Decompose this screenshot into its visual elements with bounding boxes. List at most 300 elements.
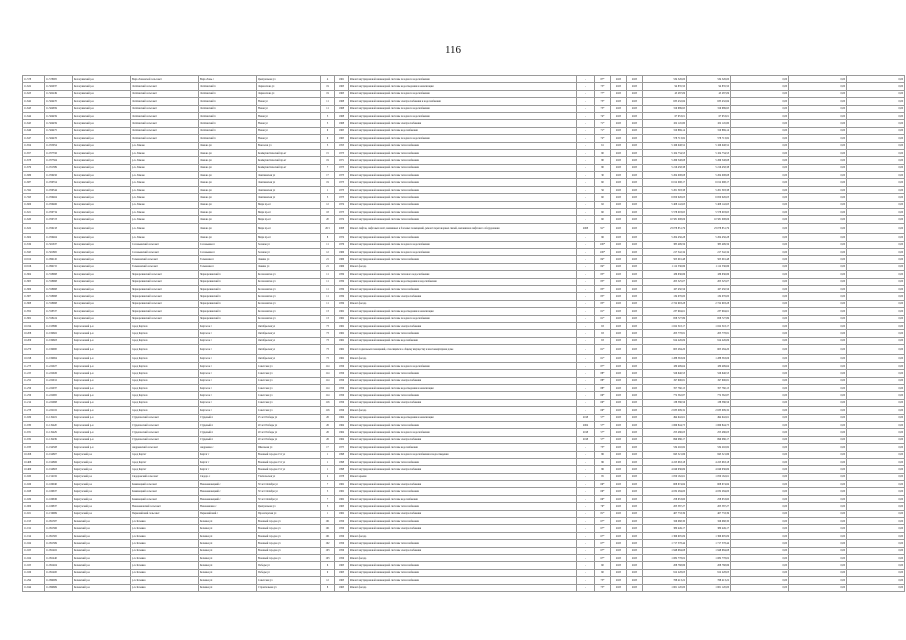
table-cell: 11.906 <box>23 503 45 510</box>
table-cell: 0,00 <box>789 355 847 362</box>
table-cell: Мира пр-кт <box>257 216 321 223</box>
table-cell: 11.606 <box>23 201 45 208</box>
table-cell: 81* <box>595 510 611 517</box>
table-cell: 768 413,22 <box>643 577 687 584</box>
table-cell: 1 288 363,06 <box>643 355 687 362</box>
table-cell: - <box>577 385 595 392</box>
table-cell: 26 <box>321 429 335 436</box>
table-cell: 11.091365 <box>45 532 73 539</box>
table-cell: 1973 <box>335 179 349 186</box>
table-cell: Ремонт внутридомовой инженерной системы электроснабжения <box>349 399 577 406</box>
table-cell: 0,00 <box>731 466 789 473</box>
table-cell: Ремонт внутридомовой инженерной системы теплоснабжения <box>349 330 577 337</box>
table-cell: - <box>577 458 595 465</box>
table-cell: 912 228,03 <box>643 569 687 576</box>
table-cell: Андреевский сельсовет <box>131 444 199 451</box>
table-cell: 2025 <box>627 315 643 322</box>
table-cell: 1998 <box>335 451 349 458</box>
table-cell: 2025 <box>627 458 643 465</box>
table-cell: - <box>577 495 595 502</box>
table-cell: 2025 <box>611 392 627 399</box>
table-cell: Ремонт внутридомовой инженерной системы холодного водоснабжения <box>349 429 577 436</box>
table-cell: город Каргаск <box>131 385 199 392</box>
table-cell: 2025 <box>627 444 643 451</box>
table-cell: 85* <box>595 271 611 278</box>
table-cell: 0,00 <box>789 503 847 510</box>
table-cell: - <box>577 540 595 547</box>
table-cell: 11.804 <box>23 271 45 278</box>
table-cell: 1974 <box>335 234 349 241</box>
table-row <box>23 330 905 337</box>
table-cell: 2 <box>321 473 335 480</box>
table-cell: 912 228,03 <box>687 569 731 576</box>
table-cell: 2 722 993,28 <box>687 300 731 307</box>
table-row <box>23 385 905 392</box>
table-cell: 0,00 <box>789 421 847 428</box>
table-cell: 1959 <box>335 271 349 278</box>
table-cell: 11.099145 <box>45 256 73 263</box>
table-cell: 2025 <box>611 510 627 517</box>
table-cell: 11 <box>321 278 335 285</box>
table-cell: Космонавтов ул <box>257 278 321 285</box>
table-cell: р.п. Кочевка <box>131 584 199 591</box>
table-cell: Кочевка рп <box>199 584 257 591</box>
table-cell: Ремонт внутридомовой инженерной системы теплоснабжения <box>349 216 577 223</box>
table-cell: Октябрьская ул <box>257 355 321 362</box>
table-cell: 0,00 <box>847 216 905 223</box>
table-row <box>23 90 905 97</box>
table-cell: 2025 <box>627 83 643 90</box>
table-cell: Черноречинский п <box>199 300 257 307</box>
table-cell: 11.256 <box>23 392 45 399</box>
table-cell: 2025 <box>627 76 643 83</box>
table-cell: 2025 <box>611 451 627 458</box>
table-cell: Ремонт внутридомовой инженерной системы теплоснабжения <box>349 149 577 156</box>
table-cell: 11.014807 <box>45 451 73 458</box>
table-cell: 88* <box>595 385 611 392</box>
table-cell: 2025 <box>611 322 627 329</box>
table-cell: 2008 <box>577 223 595 233</box>
table-cell: 6 650 026,03 <box>687 194 731 201</box>
table-cell: Каменецкий сельсовет <box>131 488 199 495</box>
table-cell: 699 086,17 <box>643 436 687 443</box>
table-cell: 10.916 <box>23 263 45 270</box>
table-cell: 2025 <box>611 149 627 156</box>
table-cell: 11.933 <box>23 444 45 451</box>
table-row <box>23 466 905 473</box>
table-cell: 0,00 <box>789 293 847 300</box>
table-cell: 11.654 <box>23 142 45 149</box>
table-cell: Новая ул <box>257 120 321 127</box>
table-cell: Центральная ул <box>257 76 321 83</box>
table-cell: 0,00 <box>731 569 789 576</box>
table-cell: 73 <box>321 345 335 355</box>
table-cell: - <box>577 377 595 384</box>
table-cell: 0,00 <box>789 436 847 443</box>
table-cell: 11.921 <box>23 510 45 517</box>
table-cell: Ремонт внутридомовой инженерной системы холодного водоснабжения <box>349 362 577 369</box>
table-cell: 2025 <box>627 234 643 241</box>
table-row <box>23 263 905 270</box>
table-cell: Новая ул <box>257 98 321 105</box>
table-cell: 2025 <box>627 120 643 127</box>
table-cell: - <box>577 577 595 584</box>
table-cell: 578 713,82 <box>687 135 731 142</box>
table-cell: Ламово рп <box>199 164 257 171</box>
table-cell: Лоптинский п <box>199 112 257 119</box>
table-cell: Кологривский р-н <box>73 164 131 171</box>
table-cell: 4 049 936,69 <box>643 466 687 473</box>
table-cell: 0,00 <box>847 503 905 510</box>
table-cell: Кологривский р-н <box>73 186 131 193</box>
table-cell: 50 лет Октября ул <box>257 481 321 488</box>
table-cell: 10.468 <box>23 458 45 465</box>
table-cell: Каргасок г <box>199 392 257 399</box>
table-cell: - <box>577 278 595 285</box>
table-cell: - <box>577 149 595 156</box>
table-cell: 0,00 <box>789 263 847 270</box>
table-cell: 11.564459 <box>45 112 73 119</box>
table-cell: 2025 <box>627 495 643 502</box>
table-cell: Студенческий сельсовет <box>131 436 199 443</box>
table-cell: - <box>577 157 595 164</box>
table-cell: Кологривский р-н <box>73 105 131 112</box>
table-cell: Черноречинский п <box>199 315 257 322</box>
table-cell: 0,00 <box>789 186 847 193</box>
table-cell: 526 646,53 <box>687 370 731 377</box>
table-cell: Каратузский р-н <box>73 458 131 465</box>
table-cell: Ремонт внутридомовой инженерной системы холодного водоснабжения <box>349 76 577 83</box>
table-cell: 2025 <box>611 315 627 322</box>
table-cell: Ремонт внутридомовой инженерной системы теплоснабжения <box>349 540 577 547</box>
table-cell: Лермонтова ул <box>257 83 321 90</box>
table-cell: 1 022 318,17 <box>643 322 687 329</box>
table-cell: - <box>577 532 595 539</box>
table-cell: Соловьевка п <box>199 248 257 255</box>
table-cell: 0,00 <box>847 83 905 90</box>
table-cell: - <box>577 330 595 337</box>
table-cell: 0,00 <box>731 370 789 377</box>
table-cell: 1962 <box>335 330 349 337</box>
table-cell: 0,00 <box>731 98 789 105</box>
table-cell: 4 <box>321 76 335 83</box>
table-cell: Кочевский р-н <box>73 577 131 584</box>
table-cell: 0,00 <box>789 223 847 233</box>
table-cell: 2025 <box>611 377 627 384</box>
table-cell: Кологривский р-н <box>73 179 131 186</box>
table-cell: 2025 <box>627 503 643 510</box>
table-cell: Ремонт внутридомовой инженерной системы электроснабжения <box>349 547 577 554</box>
table-cell: Каргасокский р-н <box>73 436 131 443</box>
table-cell: 11.646 <box>23 127 45 134</box>
table-cell: 0,00 <box>731 510 789 517</box>
table-cell: Кологривский р-н <box>73 209 131 216</box>
table-cell: 100* <box>595 241 611 248</box>
table-cell: 1 <box>321 510 335 517</box>
table-cell: 0,00 <box>789 481 847 488</box>
table-cell: - <box>577 451 595 458</box>
table-cell: 0,00 <box>731 377 789 384</box>
table-cell: Кочевка рп <box>199 555 257 562</box>
table-cell: 0,00 <box>847 223 905 233</box>
table-cell: Сидоровский сельсовет <box>131 473 199 480</box>
table-cell: 10.270 <box>23 345 45 355</box>
table-cell: Кологривский р-н <box>73 271 131 278</box>
table-cell: 0,00 <box>731 330 789 337</box>
table-cell: 1971 <box>335 157 349 164</box>
table-cell: 0,00 <box>847 385 905 392</box>
table-cell: 0,00 <box>731 278 789 285</box>
table-cell: 23 078 851,79 <box>643 223 687 233</box>
table-cell: Советская ул <box>257 392 321 399</box>
table-cell: Кологривский р-н <box>73 194 131 201</box>
table-cell: 5 408 142,63 <box>687 201 731 208</box>
table-cell: 11.558224 <box>45 315 73 322</box>
table-cell: Кочевский р-н <box>73 562 131 569</box>
table-row <box>23 345 905 355</box>
table-cell: 85* <box>595 300 611 307</box>
table-cell: 75* <box>595 83 611 90</box>
table-cell: 0,00 <box>731 547 789 554</box>
table-cell: Ремонт внутридомовой инженерной системы теплоснабжения <box>349 370 577 377</box>
table-cell: 2025 <box>627 414 643 421</box>
table-cell: 2025 <box>627 157 643 164</box>
table-cell: 0,00 <box>789 518 847 525</box>
table-cell: Кочевка рп <box>199 547 257 554</box>
table-cell: 310 869,14 <box>687 127 731 134</box>
table-cell: 11.026 <box>23 569 45 576</box>
table-cell: 11.604 <box>23 234 45 241</box>
table-cell: 1975 <box>335 444 349 451</box>
table-cell: 11 <box>321 300 335 307</box>
table-cell: 75* <box>595 584 611 591</box>
table-cell: Новокаменецкий с <box>199 495 257 502</box>
table-cell: Ленгвинская ул <box>257 172 321 179</box>
table-cell: 11 <box>321 271 335 278</box>
table-cell: Лоптинский сельсовет <box>131 127 199 134</box>
table-cell: Зеленая ул <box>257 248 321 255</box>
table-cell: 0,00 <box>847 355 905 362</box>
table-cell: 134 076,00 <box>643 293 687 300</box>
table-cell: 103 <box>321 555 335 562</box>
table-cell: Ремонт внутридомовой инженерной системы холодного водоснабжения <box>349 112 577 119</box>
table-cell: Кологривский р-н <box>73 241 131 248</box>
table-cell: 73 <box>321 355 335 362</box>
table-cell: 11.278 <box>23 407 45 414</box>
table-cell: - <box>577 194 595 201</box>
table-cell: Кочевский р-н <box>73 525 131 532</box>
table-cell: 10.458 <box>23 451 45 458</box>
table-cell: р.п. Ламово <box>131 172 199 179</box>
table-cell: 0,00 <box>847 322 905 329</box>
table-cell: 319 689,95 <box>643 105 687 112</box>
table-row <box>23 429 905 436</box>
table-row <box>23 76 905 83</box>
table-cell: 2025 <box>611 127 627 134</box>
table-cell: 11.056466 <box>45 201 73 208</box>
table-cell: Каргасокский р-н <box>73 345 131 355</box>
table-cell: - <box>577 76 595 83</box>
table-cell: 180 499,64 <box>643 362 687 369</box>
table-cell: 3 <box>321 120 335 127</box>
table-cell: 0,00 <box>847 164 905 171</box>
table-cell: 1 601 120,00 <box>643 584 687 591</box>
table-cell: Космонавтов ул <box>257 271 321 278</box>
table-cell: 0,00 <box>731 112 789 119</box>
table-cell: 1961 <box>335 76 349 83</box>
table-cell: Каменецкий сельсовет <box>131 481 199 488</box>
table-cell: Студенческий сельсовет <box>131 421 199 428</box>
table-cell: Советская ул <box>257 407 321 414</box>
table-row <box>23 112 905 119</box>
table-cell: 11.562249 <box>45 90 73 97</box>
table-cell: Ремонт внутридомовой инженерной системы холодного водоснабжения <box>349 315 577 322</box>
table-cell: 13 <box>321 308 335 315</box>
table-cell: 0,00 <box>789 256 847 263</box>
table-cell: 167 450,56 <box>687 285 731 292</box>
table-cell: 9 <box>321 127 335 134</box>
table-cell: 2025 <box>627 355 643 362</box>
table-cell: Новокаменка с <box>199 503 257 510</box>
table-cell: 2025 <box>627 112 643 119</box>
table-cell: 2025 <box>611 407 627 414</box>
table-cell: 11.623 <box>23 90 45 97</box>
table-cell: Каратузский р-н <box>73 466 131 473</box>
table-cell: 1962 <box>335 315 349 322</box>
table-cell: 186 636,86 <box>643 271 687 278</box>
table-cell: Каргасокский р-н <box>73 330 131 337</box>
table-row <box>23 98 905 105</box>
table-cell: 0,00 <box>731 256 789 263</box>
table-cell: 0,00 <box>731 142 789 149</box>
table-cell: Студеный п <box>199 436 257 443</box>
table-cell: 11.099669 <box>45 584 73 591</box>
table-cell: 2025 <box>627 209 643 216</box>
table-cell: 0,00 <box>847 285 905 292</box>
table-cell: 357 760,15 <box>687 385 731 392</box>
table-row <box>23 278 905 285</box>
table-cell: 203 587,27 <box>643 503 687 510</box>
table-cell: Кочевский р-н <box>73 532 131 539</box>
table-cell: 1 717 578,44 <box>643 540 687 547</box>
table-cell: 1962 <box>335 510 349 517</box>
table-cell: Победы ул <box>257 562 321 569</box>
table-cell: Ремонт фасада <box>349 263 577 270</box>
table-cell: 26 <box>321 436 335 443</box>
table-cell: Ремонт фасада <box>349 532 577 539</box>
table-cell: Ремонт внутридомовой инженерной системы холодного водоснабжения и водоотведения <box>349 451 577 458</box>
table-cell: 1956 <box>335 370 349 377</box>
table-cell: 1973 <box>335 149 349 156</box>
table-cell: 0,00 <box>847 510 905 517</box>
table-cell: 2025 <box>627 149 643 156</box>
table-cell: Каргасокский р-н <box>73 407 131 414</box>
table-cell: 2025 <box>611 223 627 233</box>
table-cell: 2025 <box>611 248 627 255</box>
table-cell: 2025 <box>611 436 627 443</box>
table-cell: 578 713,82 <box>643 135 687 142</box>
table-cell: 0,00 <box>789 525 847 532</box>
table-cell: Октябрьская ул <box>257 322 321 329</box>
table-cell: 1968 <box>335 105 349 112</box>
table-cell: 11.622 <box>23 83 45 90</box>
table-cell: город Каргат <box>131 458 199 465</box>
table-cell: Кологривский р-н <box>73 135 131 142</box>
table-cell: 85* <box>595 293 611 300</box>
table-cell: 2025 <box>627 330 643 337</box>
table-cell: - <box>577 488 595 495</box>
table-cell: 138 386,56 <box>687 399 731 406</box>
table-cell: Кочевка рп <box>199 577 257 584</box>
table-cell: 11.119439 <box>45 436 73 443</box>
table-cell: Каргасок г <box>199 355 257 362</box>
table-cell: 9 <box>321 569 335 576</box>
table-cell: Черноречинский п <box>199 308 257 315</box>
table-cell: Кологривский р-н <box>73 76 131 83</box>
table-cell: Тальменский сельсовет <box>131 263 199 270</box>
table-cell: 0,00 <box>731 451 789 458</box>
table-row <box>23 164 905 171</box>
table-cell: 0,00 <box>789 429 847 436</box>
table-cell: 69* <box>595 481 611 488</box>
table-cell: 8 <box>321 584 335 591</box>
table-cell: 11.620 <box>23 216 45 223</box>
table-cell: - <box>577 345 595 355</box>
table-cell: Военный городок 151 ул <box>257 466 321 473</box>
table-cell: 2025 <box>611 90 627 97</box>
table-cell: 1962 <box>335 495 349 502</box>
table-row <box>23 473 905 480</box>
table-cell: 505 091,48 <box>643 256 687 263</box>
table-cell: 11.025 <box>23 562 45 569</box>
table-cell: 114 <box>321 392 335 399</box>
table-cell: 0,00 <box>847 209 905 216</box>
table-cell: р.п. Ламово <box>131 201 199 208</box>
table-cell: 11.852 <box>23 308 45 315</box>
table-cell: 101 <box>321 518 335 525</box>
table-cell: 11.056218 <box>45 223 73 233</box>
table-cell: 0,00 <box>731 241 789 248</box>
table-cell: Каргасокский р-н <box>73 337 131 344</box>
table-cell: 2025 <box>627 562 643 569</box>
table-cell: 0,00 <box>789 300 847 307</box>
table-cell: - <box>577 362 595 369</box>
table-cell: 0,00 <box>847 256 905 263</box>
table-cell: 2025 <box>611 466 627 473</box>
table-cell: 0,00 <box>731 194 789 201</box>
table-cell: Сидоро с <box>199 473 257 480</box>
table-cell: Ремонт внутридомовой инженерной системы водоотведения и канализации <box>349 83 577 90</box>
table-cell: - <box>577 337 595 344</box>
table-cell: 0,00 <box>789 216 847 223</box>
table-cell: 0,00 <box>731 421 789 428</box>
table-cell: 10.209 <box>23 337 45 344</box>
table-cell: Ленгвинская ул <box>257 179 321 186</box>
table-cell: 67 953,01 <box>643 112 687 119</box>
table-cell: 0,00 <box>731 120 789 127</box>
table-cell: Каргасокский р-н <box>73 322 131 329</box>
table-cell: 1 366 905,09 <box>643 532 687 539</box>
table-cell: - <box>577 315 595 322</box>
table-cell: 138 386,56 <box>643 399 687 406</box>
table-cell: 25 лет Победы ул <box>257 414 321 421</box>
table-cell: 9 <box>321 135 335 142</box>
table-cell: 102 145,80 <box>687 120 731 127</box>
table-cell: 11.930 <box>23 421 45 428</box>
table-cell: 2025 <box>627 399 643 406</box>
table-cell: Ремонт внутридомовой инженерной системы теплоснабжения <box>349 458 577 465</box>
table-cell: 0,00 <box>789 458 847 465</box>
